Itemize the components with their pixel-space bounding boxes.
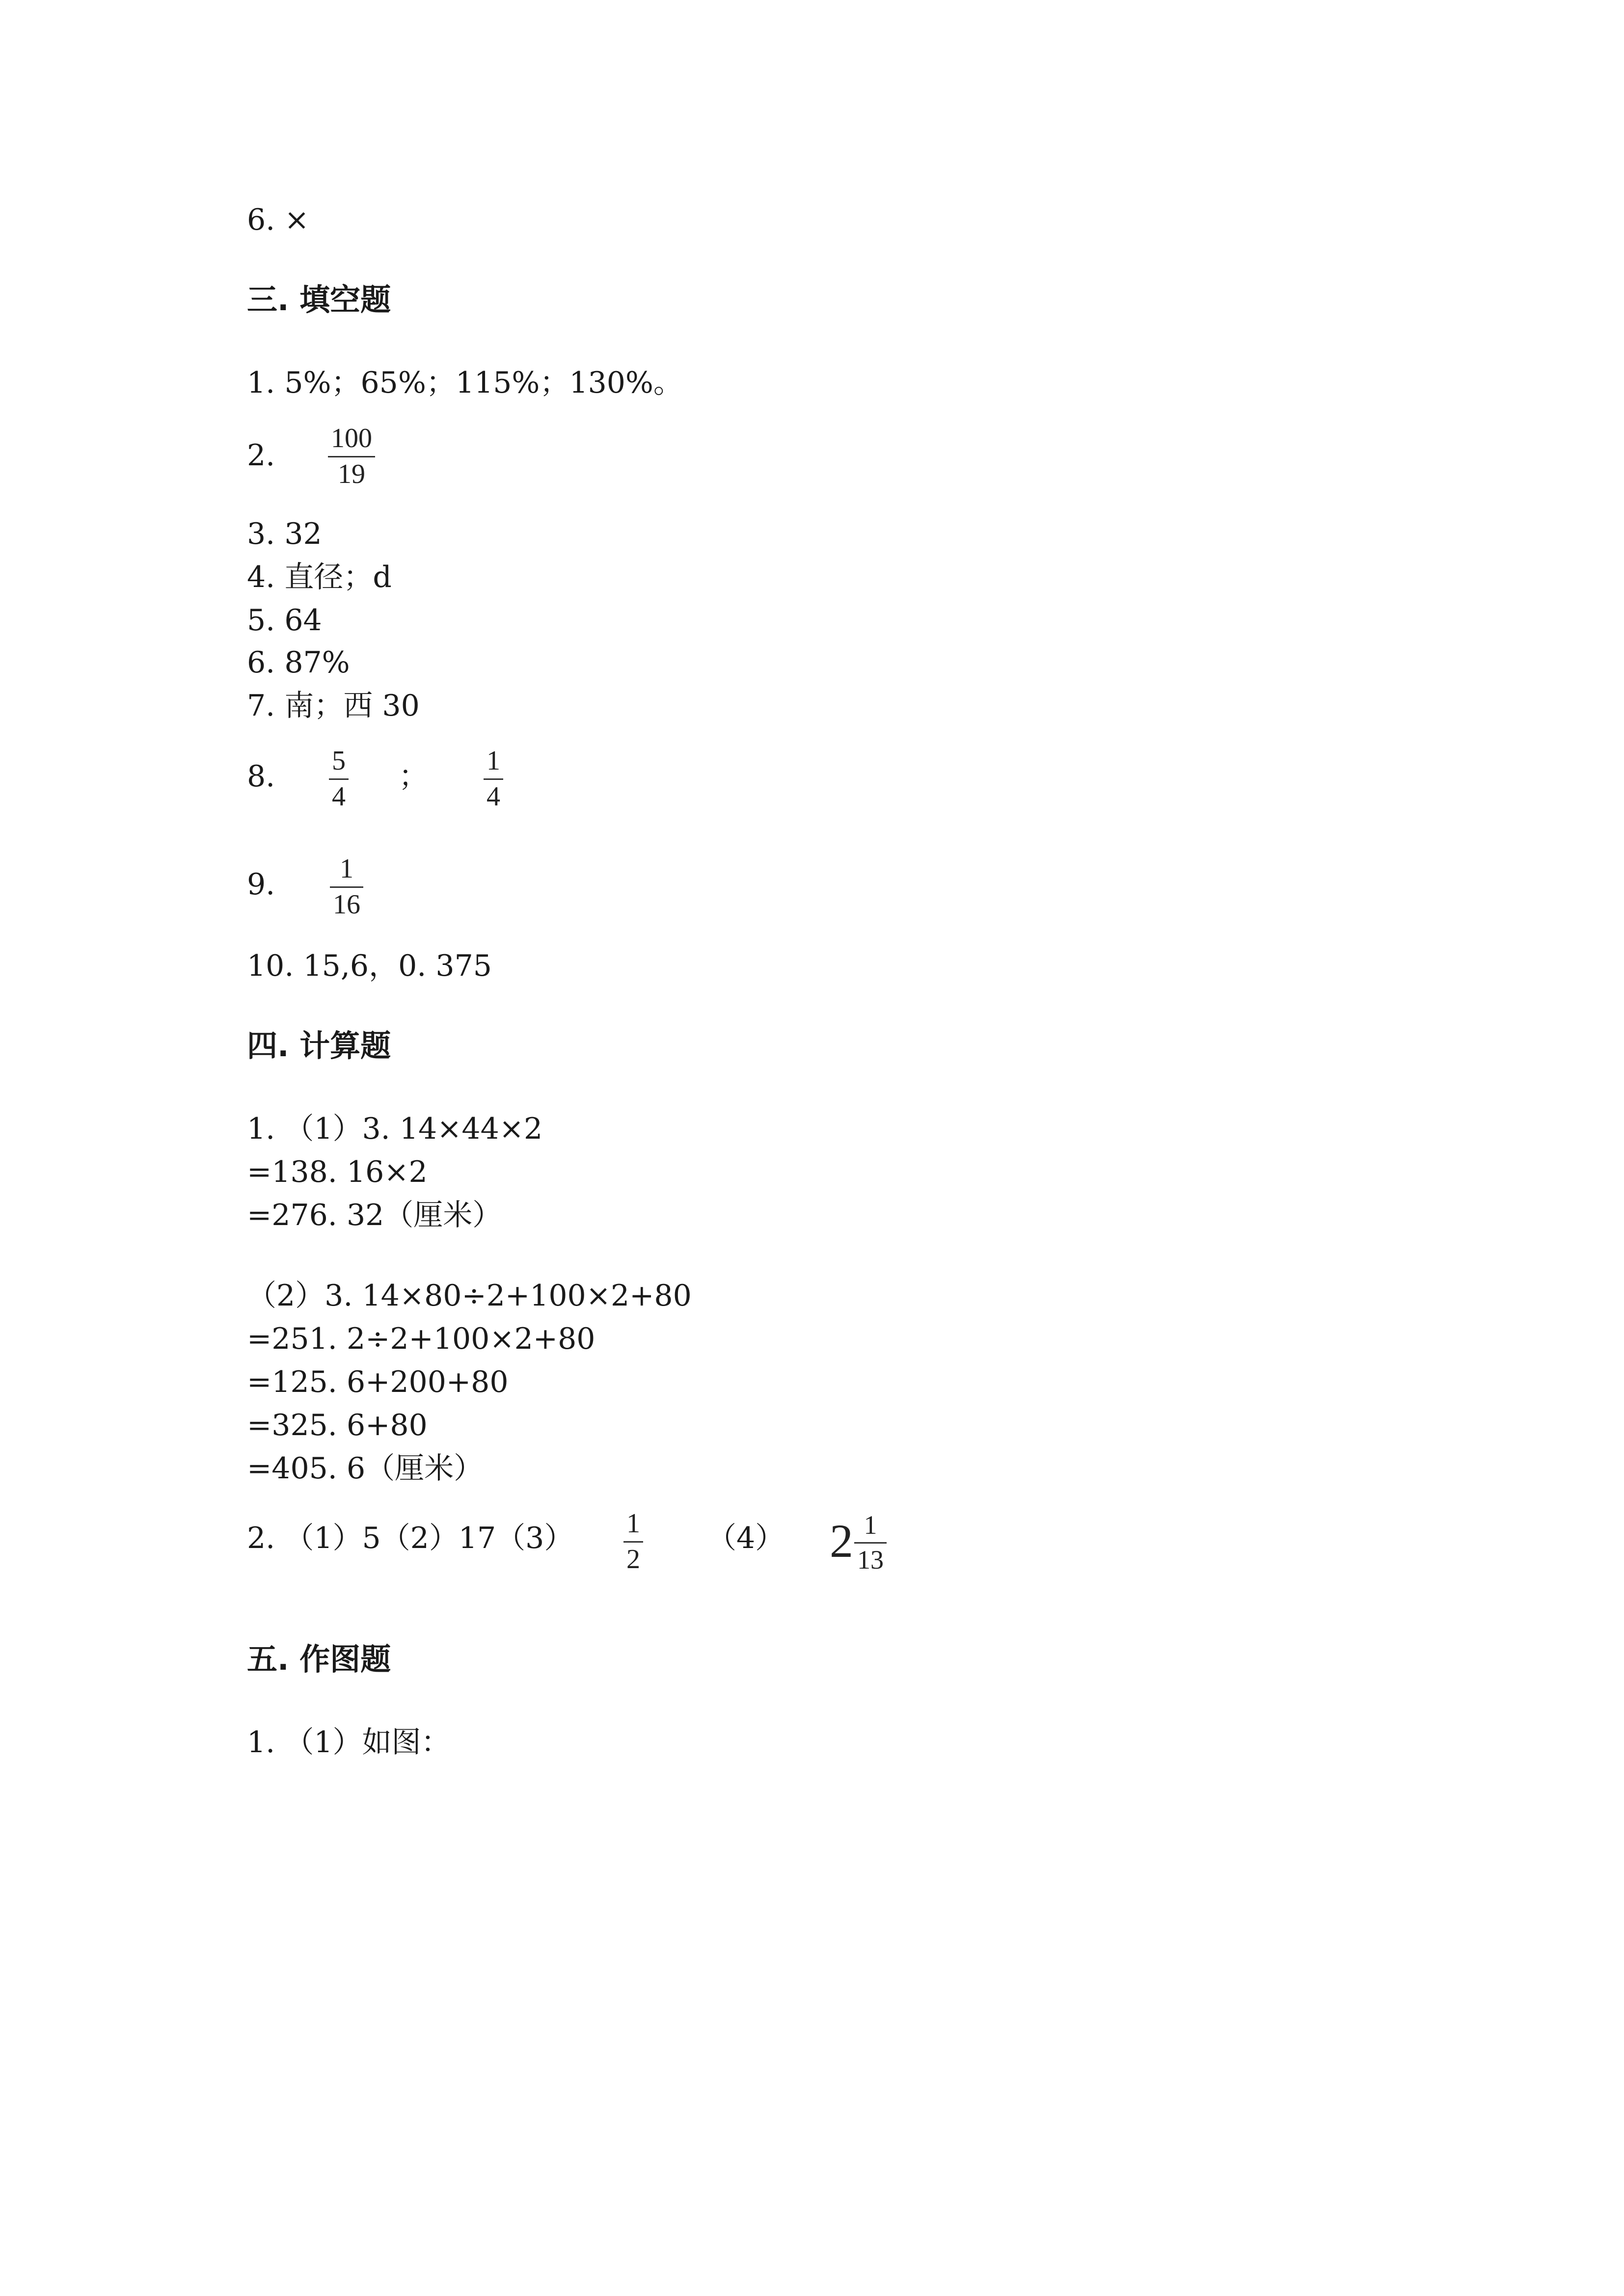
fraction-numerator: 1 [864,1510,877,1540]
answer-3-8-prefix: 8. [247,759,275,794]
fraction-numerator: 1 [626,1508,640,1539]
answer-3-7: 7. 南；西 30 [247,689,420,723]
answer-3-1: 1. 5%；65%；115%；130%。 [247,366,683,400]
answer-3-9-fraction [330,855,363,918]
calc-1-line-1: 1. （1）3. 14×44×2 [247,1112,543,1146]
fraction-denominator: 16 [333,889,360,920]
calc-2-3-fraction [623,1510,643,1573]
answer-3-4: 4. 直径；d [247,560,392,594]
calc-2-4-mixed-fraction [854,1512,887,1573]
fraction-numerator: 1 [340,854,353,884]
calc-1b-line-3: =125. 6+200+80 [247,1365,509,1399]
calc-1b-line-1: （2）3. 14×80÷2+100×2+80 [247,1279,692,1313]
calc-1b-line-2: =251. 2÷2+100×2+80 [247,1322,595,1356]
calc-2-label-4: （4） [707,1521,785,1555]
section-5-heading: 五. 作图题 [247,1641,391,1677]
answer-3-8-fraction-1 [329,747,349,810]
answer-3-2-fraction [328,425,375,488]
fraction-bar [330,886,363,888]
fraction-bar [623,1541,643,1543]
fraction-denominator: 13 [857,1545,884,1575]
answer-3-9-prefix: 9. [247,867,275,902]
section-3-heading: 三. 填空题 [247,282,391,318]
answer-3-6: 6. 87% [247,645,350,680]
calc-1-line-3: =276. 32（厘米） [247,1198,502,1232]
fraction-denominator: 2 [626,1544,640,1575]
drawing-1: 1. （1）如图： [247,1725,451,1760]
fraction-numerator: 1 [487,746,500,776]
fraction-denominator: 19 [338,459,365,489]
fraction-bar [329,778,349,780]
calc-2-text: 2. （1）5（2）17（3） [247,1521,574,1555]
answer-3-5: 5. 64 [247,603,322,638]
answer-2-6: 6. × [247,203,309,237]
calc-1b-line-4: =325. 6+80 [247,1408,428,1442]
answer-3-3: 3. 32 [247,517,322,551]
fraction-numerator: 100 [331,423,372,454]
fraction-bar [854,1542,887,1544]
calc-1b-line-5: =405. 6（厘米） [247,1451,484,1486]
section-4-heading: 四. 计算题 [247,1028,391,1064]
answer-3-10: 10. 15,6，0. 375 [247,949,492,983]
fraction-denominator: 4 [332,781,346,812]
answer-3-8-separator: ； [399,759,428,794]
calc-1-line-2: =138. 16×2 [247,1155,428,1189]
answer-3-2-prefix: 2. [247,438,275,473]
fraction-bar [484,778,503,780]
calc-2-4-mixed-whole: 2 [830,1515,853,1567]
fraction-bar [328,456,375,457]
fraction-denominator: 4 [487,781,500,812]
answer-3-8-fraction-2 [484,747,503,810]
fraction-numerator: 5 [332,746,346,776]
